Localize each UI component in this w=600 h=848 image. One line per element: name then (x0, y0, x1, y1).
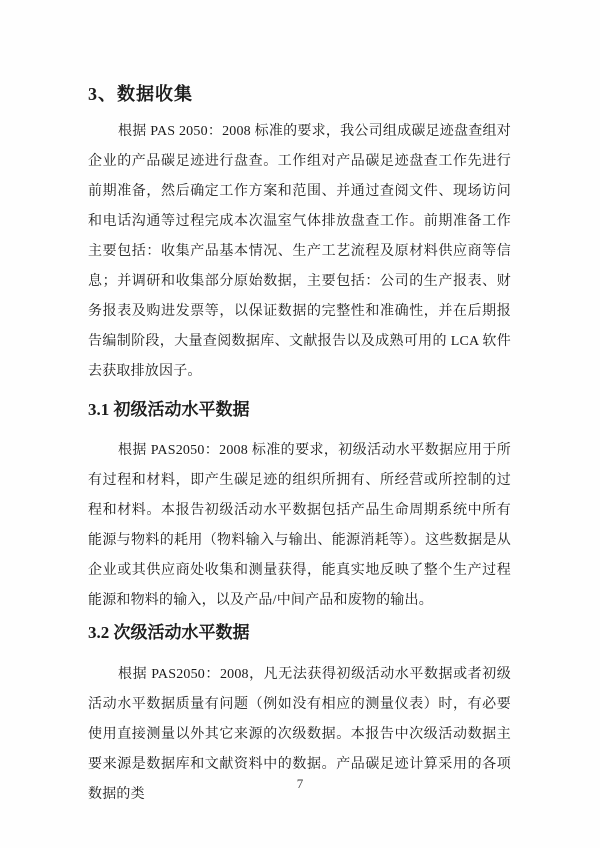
page-number: 7 (296, 776, 304, 791)
paragraph-secondary-activity-data: 根据 PAS2050：2008，凡无法获得初级活动水平数据或者初级活动水平数据质量有问题（例如没有相应的测量仪表）时，有必要使用直接测量以外其它来源的次级数据。本报告中次级活动数据主要来源是数据库和文献资料中的数据。产品碳足迹计算采用的各项数据的类 (88, 667, 511, 802)
section-heading-data-collection: 3、数据收集 (88, 84, 193, 104)
paragraph-primary-activity-data: 根据 PAS2050：2008 标准的要求，初级活动水平数据应用于所有过程和材料，即产生碳足迹的组织所拥有、所经营或所控制的过程和材料。本报告初级活动水平数据包括产品生命周期系统中所有能源与物料的耗用（物料输入与输出、能源消耗等）。这些数据是从企业或其供应商处收集和测量获得，能真实地反映了整个生产过程能源和物料的输入，以及产品/中间产品和废物的输出。 (88, 443, 511, 608)
paragraph-data-collection: 根据 PAS 2050：2008 标准的要求，我公司组成碳足迹盘查组对企业的产品碳足迹进行盘查。工作组对产品碳足迹盘查工作先进行前期准备，然后确定工作方案和范围、并通过查阅文件、现场访问和电话沟通等过程完成本次温室气体排放盘查工作。前期准备工作主要包括：收集产品基本情况、生产工艺流程及原材料供应商等信息；并调研和收集部分原始数据，主要包括：公司的生产报表、财务报表及购进发票等，以保证数据的完整性和准确性，并在后期报告编制阶段，大量查阅数据库、文献报告以及成熟可用的 LCA 软件去获取排放因子。 (88, 124, 511, 379)
section-heading-primary-activity-data: 3.1 初级活动水平数据 (88, 400, 250, 419)
section-heading-secondary-activity-data: 3.2 次级活动水平数据 (88, 623, 250, 642)
